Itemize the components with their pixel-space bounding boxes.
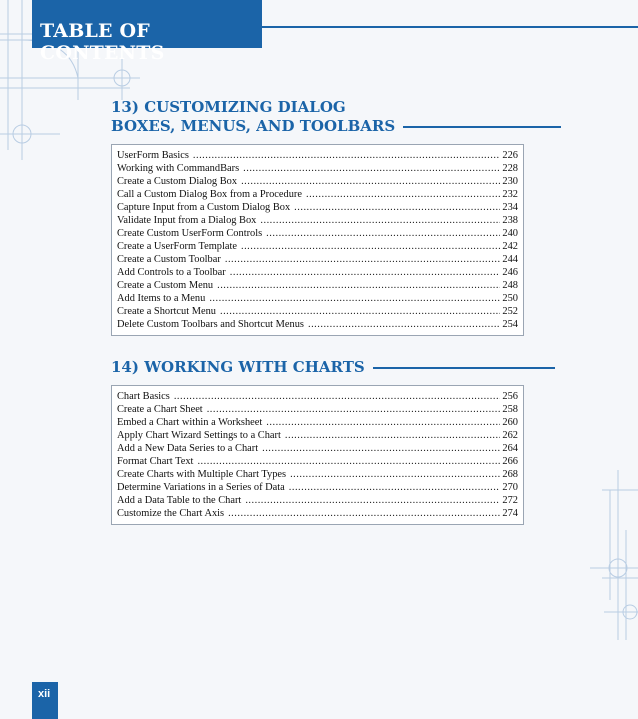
toc-entry[interactable] xyxy=(117,279,518,292)
toc-entry-label: Add a New Data Series to a Chart xyxy=(117,443,259,454)
toc-entry-label: Create a Chart Sheet xyxy=(117,404,203,415)
toc-entry-page: 242 xyxy=(502,241,518,252)
toc-entry[interactable] xyxy=(117,266,518,279)
toc-leader-dots xyxy=(209,292,500,305)
toc-entry-label: Create Charts with Multiple Chart Types xyxy=(117,469,287,480)
toc-leader-dots xyxy=(230,266,501,279)
toc-entry-page: 262 xyxy=(502,430,518,441)
toc-entry-page: 254 xyxy=(502,319,518,330)
page-number-tab xyxy=(32,682,58,719)
section-14 xyxy=(111,358,524,525)
toc-entry-label: Capture Input from a Custom Dialog Box xyxy=(117,202,291,213)
toc-entry-label: Format Chart Text xyxy=(117,456,194,467)
toc-entry[interactable] xyxy=(117,149,518,162)
toc-leader-dots xyxy=(262,442,500,455)
toc-entry-label: UserForm Basics xyxy=(117,150,189,161)
toc-entry[interactable] xyxy=(117,494,518,507)
toc-entry-label: Create a Custom Toolbar xyxy=(117,254,221,265)
toc-entry-page: 248 xyxy=(502,280,518,291)
toc-entry-label: Create a UserForm Template xyxy=(117,241,237,252)
toc-entry-page: 226 xyxy=(502,150,518,161)
toc-entry-label: Add Items to a Menu xyxy=(117,293,206,304)
toc-leader-dots xyxy=(245,494,500,507)
toc-entry-page: 274 xyxy=(502,508,518,519)
toc-entry[interactable] xyxy=(117,188,518,201)
toc-entry[interactable] xyxy=(117,318,518,331)
header-banner xyxy=(32,0,262,64)
toc-leader-dots xyxy=(241,240,500,253)
toc-entry[interactable] xyxy=(117,240,518,253)
toc-entry-label: Add Controls to a Toolbar xyxy=(117,267,226,278)
toc-entry[interactable] xyxy=(117,468,518,481)
toc-entry-page: 256 xyxy=(502,391,518,402)
toc-entry[interactable] xyxy=(117,416,518,429)
toc-entry[interactable] xyxy=(117,292,518,305)
toc-entry[interactable] xyxy=(117,305,518,318)
toc-leader-dots xyxy=(260,214,500,227)
header-rule xyxy=(262,26,638,28)
toc-entry-label: Add a Data Table to the Chart xyxy=(117,495,242,506)
toc-leader-dots xyxy=(228,507,500,520)
toc-entry-label: Delete Custom Toolbars and Shortcut Menus xyxy=(117,319,304,330)
toc-entry[interactable] xyxy=(117,455,518,468)
section-rule xyxy=(373,367,555,369)
toc-entry-page: 258 xyxy=(502,404,518,415)
toc-entry-page: 244 xyxy=(502,254,518,265)
toc-entry-page: 240 xyxy=(502,228,518,239)
toc-entry-page: 246 xyxy=(502,267,518,278)
toc-entry[interactable] xyxy=(117,507,518,520)
page-number: xii xyxy=(38,688,51,700)
toc-entry-page: 230 xyxy=(502,176,518,187)
toc-leader-dots xyxy=(266,416,500,429)
toc-entry-label: Embed a Chart within a Worksheet xyxy=(117,417,263,428)
toc-leader-dots xyxy=(220,305,500,318)
section-13 xyxy=(111,98,524,336)
toc-leader-dots xyxy=(289,481,501,494)
toc-entry[interactable] xyxy=(117,481,518,494)
toc-entry-list xyxy=(111,144,524,336)
toc-entry-list xyxy=(111,385,524,525)
toc-leader-dots xyxy=(306,188,500,201)
toc-entry-page: 232 xyxy=(502,189,518,200)
toc-leader-dots xyxy=(197,455,500,468)
toc-entry-label: Create a Shortcut Menu xyxy=(117,306,216,317)
toc-entry-page: 260 xyxy=(502,417,518,428)
toc-entry-page: 266 xyxy=(502,456,518,467)
toc-entry-page: 252 xyxy=(502,306,518,317)
toc-leader-dots xyxy=(217,279,500,292)
toc-entry-page: 270 xyxy=(502,482,518,493)
toc-entry-page: 250 xyxy=(502,293,518,304)
section-rule xyxy=(403,126,561,128)
toc-leader-dots xyxy=(266,227,500,240)
toc-entry[interactable] xyxy=(117,227,518,240)
toc-entry-label: Chart Basics xyxy=(117,391,170,402)
toc-entry-label: Apply Chart Wizard Settings to a Chart xyxy=(117,430,281,441)
toc-leader-dots xyxy=(225,253,501,266)
toc-leader-dots xyxy=(193,149,501,162)
page-title: TABLE OF CONTENTS xyxy=(40,20,165,64)
toc-entry-label: Validate Input from a Dialog Box xyxy=(117,215,257,226)
toc-entry[interactable] xyxy=(117,175,518,188)
toc-entry-page: 264 xyxy=(502,443,518,454)
toc-entry[interactable] xyxy=(117,442,518,455)
toc-entry-page: 234 xyxy=(502,202,518,213)
toc-entry[interactable] xyxy=(117,253,518,266)
section-title-line: 14) WORKING WITH CHARTS xyxy=(111,358,365,376)
toc-entry-label: Create a Custom Dialog Box xyxy=(117,176,238,187)
section-title xyxy=(111,358,524,377)
toc-entry[interactable] xyxy=(117,201,518,214)
section-title-line: BOXES, MENUS, AND TOOLBARS xyxy=(111,117,396,135)
section-title-line-with-rule xyxy=(111,117,524,136)
section-title-line-with-rule xyxy=(111,358,524,377)
toc-entry[interactable] xyxy=(117,429,518,442)
toc-entry-label: Determine Variations in a Series of Data xyxy=(117,482,285,493)
toc-leader-dots xyxy=(174,390,501,403)
toc-entry[interactable] xyxy=(117,214,518,227)
toc-entry[interactable] xyxy=(117,390,518,403)
toc-leader-dots xyxy=(290,468,500,481)
toc-entry-label: Create a Custom Menu xyxy=(117,280,214,291)
toc-entry-label: Customize the Chart Axis xyxy=(117,508,225,519)
toc-leader-dots xyxy=(243,162,500,175)
toc-entry[interactable] xyxy=(117,403,518,416)
toc-leader-dots xyxy=(308,318,500,331)
toc-leader-dots xyxy=(285,429,501,442)
toc-entry-page: 268 xyxy=(502,469,518,480)
toc-entry-label: Create Custom UserForm Controls xyxy=(117,228,263,239)
toc-entry-page: 272 xyxy=(502,495,518,506)
toc-entry-label: Working with CommandBars xyxy=(117,163,240,174)
toc-entry[interactable] xyxy=(117,162,518,175)
section-title xyxy=(111,98,524,136)
toc-entry-page: 228 xyxy=(502,163,518,174)
toc-entry-label: Call a Custom Dialog Box from a Procedure xyxy=(117,189,302,200)
decorative-grid-right xyxy=(590,470,638,640)
toc-leader-dots xyxy=(207,403,501,416)
toc-leader-dots xyxy=(294,201,500,214)
toc-entry-page: 238 xyxy=(502,215,518,226)
toc-leader-dots xyxy=(241,175,500,188)
section-title-line: 13) CUSTOMIZING DIALOG xyxy=(111,98,346,116)
